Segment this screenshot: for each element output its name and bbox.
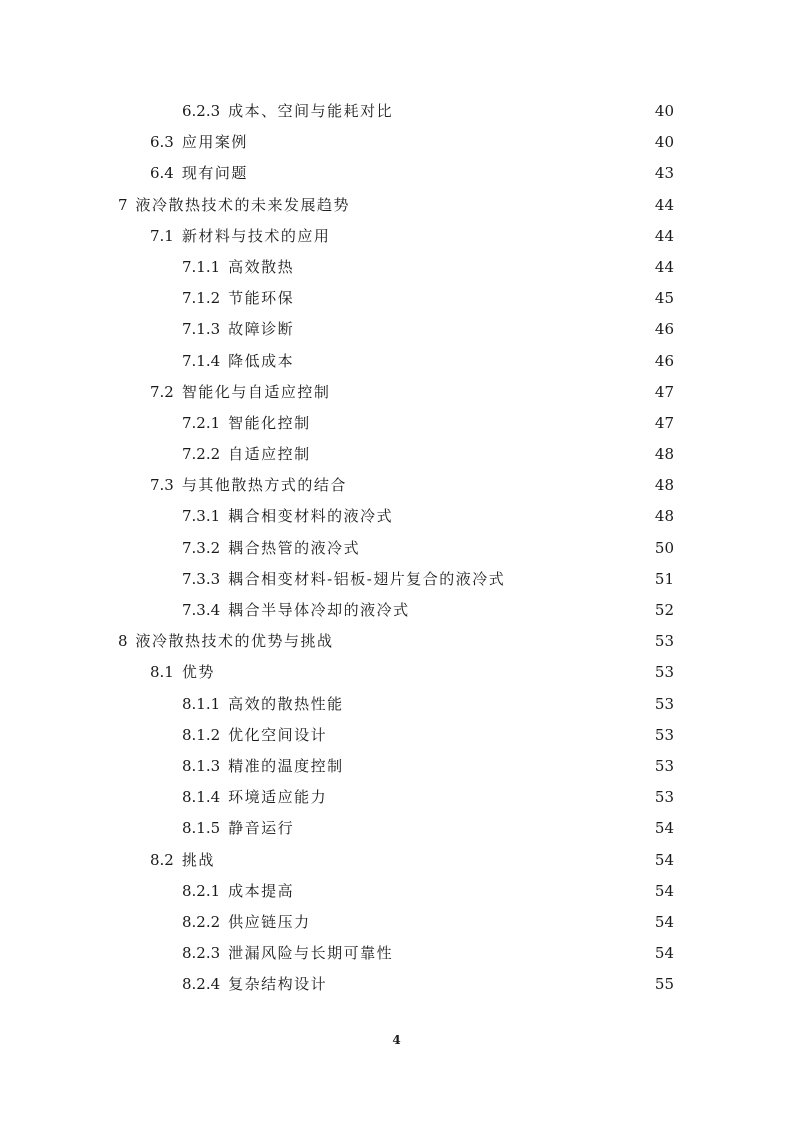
toc-section-title: 精准的温度控制 <box>228 756 344 775</box>
toc-section-title: 高效散热 <box>228 257 295 276</box>
toc-section-title: 复杂结构设计 <box>228 975 328 994</box>
toc-entry <box>118 190 350 221</box>
toc-entry <box>182 969 327 1000</box>
toc-page-number: 40 <box>654 102 674 120</box>
toc-entry <box>182 595 410 626</box>
toc-page-number: 54 <box>654 881 674 900</box>
table-of-contents <box>0 96 793 1000</box>
toc-entry <box>150 158 248 189</box>
toc-section-title: 优势 <box>181 663 215 682</box>
toc-row[interactable] <box>0 439 793 470</box>
toc-entry <box>182 782 327 813</box>
toc-section-number: 8 <box>118 632 128 651</box>
toc-row[interactable] <box>0 751 793 782</box>
toc-row[interactable] <box>0 689 793 720</box>
toc-section-title: 供应链压力 <box>228 912 311 931</box>
toc-row[interactable] <box>0 938 793 969</box>
toc-page-number: 44 <box>654 257 674 276</box>
toc-row[interactable] <box>0 314 793 345</box>
toc-row[interactable] <box>0 564 793 595</box>
toc-entry <box>150 470 347 501</box>
toc-section-number: 8.1.2 <box>182 725 221 744</box>
toc-section-number: 8.1.4 <box>182 788 221 807</box>
toc-section-number: 7.3.4 <box>182 601 221 619</box>
toc-row[interactable] <box>0 408 793 439</box>
toc-row[interactable] <box>0 907 793 938</box>
toc-section-number: 7.1 <box>150 226 174 245</box>
toc-section-number: 7.3.1 <box>182 507 221 526</box>
toc-entry <box>182 314 294 345</box>
toc-row[interactable] <box>0 533 793 564</box>
toc-page-number: 53 <box>654 663 674 682</box>
toc-section-number: 7.3.2 <box>182 538 221 557</box>
toc-entry <box>182 751 344 782</box>
toc-entry <box>182 283 294 314</box>
toc-section-title: 液冷散热技术的优势与挑战 <box>135 632 334 651</box>
toc-section-title: 故障诊断 <box>228 320 295 339</box>
toc-section-title: 优化空间设计 <box>228 725 328 744</box>
toc-section-number: 7.3.3 <box>182 569 221 588</box>
toc-entry <box>182 533 360 564</box>
toc-entry <box>182 564 505 595</box>
toc-row[interactable] <box>0 470 793 501</box>
toc-page-number: 44 <box>654 195 674 214</box>
toc-row[interactable] <box>0 158 793 189</box>
toc-section-title: 自适应控制 <box>228 445 311 464</box>
toc-section-title: 液冷散热技术的未来发展趋势 <box>135 195 351 214</box>
toc-entry <box>150 127 248 158</box>
toc-entry <box>150 377 330 408</box>
toc-section-title: 智能化与自适应控制 <box>181 382 331 401</box>
toc-page-number: 43 <box>654 164 674 183</box>
toc-section-number: 7.1.2 <box>182 289 221 308</box>
toc-section-title: 成本提高 <box>228 881 295 900</box>
toc-page-number: 52 <box>654 601 674 619</box>
toc-section-title: 应用案例 <box>181 133 248 152</box>
toc-entry <box>150 221 330 252</box>
toc-row[interactable] <box>0 96 793 127</box>
toc-section-title: 耦合热管的液冷式 <box>228 538 361 557</box>
toc-page-number: 54 <box>654 819 674 838</box>
toc-section-number: 8.2 <box>150 850 174 869</box>
toc-row[interactable] <box>0 720 793 751</box>
toc-row[interactable] <box>0 626 793 657</box>
toc-section-number: 6.2.3 <box>182 102 221 120</box>
toc-section-title: 现有问题 <box>181 164 248 183</box>
toc-page-number: 46 <box>654 351 674 370</box>
toc-row[interactable] <box>0 782 793 813</box>
toc-page-number: 45 <box>654 289 674 308</box>
toc-section-number: 6.4 <box>150 164 174 183</box>
toc-row[interactable] <box>0 346 793 377</box>
toc-page-number: 50 <box>654 538 674 557</box>
toc-entry <box>182 813 294 844</box>
toc-page-number: 47 <box>654 382 674 401</box>
toc-row[interactable] <box>0 377 793 408</box>
toc-page-number: 53 <box>654 694 674 713</box>
toc-row[interactable] <box>0 876 793 907</box>
toc-section-number: 8.1.5 <box>182 819 221 838</box>
toc-section-number: 7.2.1 <box>182 413 221 432</box>
toc-row[interactable] <box>0 657 793 688</box>
toc-section-number: 7.1.1 <box>182 257 221 276</box>
toc-entry <box>118 626 334 657</box>
toc-section-title: 与其他散热方式的结合 <box>181 476 347 495</box>
toc-entry <box>150 657 215 688</box>
toc-section-title: 智能化控制 <box>228 413 311 432</box>
toc-section-number: 8.1.1 <box>182 694 221 713</box>
toc-row[interactable] <box>0 127 793 158</box>
toc-entry <box>182 938 393 969</box>
toc-entry <box>182 439 311 470</box>
toc-page-number: 51 <box>654 569 674 588</box>
toc-page-number: 53 <box>654 788 674 807</box>
toc-entry <box>182 252 294 283</box>
toc-entry <box>182 689 344 720</box>
toc-section-number: 7.2.2 <box>182 445 221 464</box>
toc-section-number: 8.1.3 <box>182 756 221 775</box>
toc-row[interactable] <box>0 501 793 532</box>
toc-section-title: 静音运行 <box>228 819 295 838</box>
toc-page-number: 48 <box>654 476 674 495</box>
toc-section-number: 7.1.4 <box>182 351 221 370</box>
toc-section-number: 8.2.2 <box>182 912 221 931</box>
toc-page-number: 48 <box>654 507 674 526</box>
toc-section-number: 8.2.1 <box>182 881 221 900</box>
toc-section-title: 泄漏风险与长期可靠性 <box>228 944 394 963</box>
toc-section-title: 降低成本 <box>228 351 295 370</box>
toc-page-number: 44 <box>654 226 674 245</box>
toc-row[interactable] <box>0 252 793 283</box>
toc-page-number: 53 <box>654 725 674 744</box>
toc-section-title: 节能环保 <box>228 289 295 308</box>
toc-section-number: 8.2.3 <box>182 944 221 963</box>
toc-section-number: 6.3 <box>150 133 174 152</box>
toc-row[interactable] <box>0 283 793 314</box>
toc-row[interactable] <box>0 969 793 1000</box>
toc-section-number: 8.2.4 <box>182 975 221 994</box>
toc-entry <box>150 845 215 876</box>
toc-page-number: 53 <box>654 756 674 775</box>
toc-page-number: 40 <box>654 133 674 152</box>
toc-row[interactable] <box>0 595 793 626</box>
toc-entry <box>182 346 294 377</box>
toc-section-title: 挑战 <box>181 850 215 869</box>
toc-section-number: 7.1.3 <box>182 320 221 339</box>
toc-section-title: 耦合相变材料的液冷式 <box>228 507 394 526</box>
toc-section-number: 7.2 <box>150 382 174 401</box>
toc-entry <box>182 501 393 532</box>
page-number: 4 <box>392 1033 401 1047</box>
toc-page-number: 54 <box>654 850 674 869</box>
toc-page-number: 55 <box>654 975 674 994</box>
toc-section-title: 耦合相变材料-铝板-翅片复合的液冷式 <box>228 569 506 588</box>
toc-entry <box>182 96 393 127</box>
toc-page-number: 47 <box>654 413 674 432</box>
toc-section-number: 8.1 <box>150 663 174 682</box>
toc-page-number: 53 <box>654 632 674 651</box>
toc-entry <box>182 408 311 439</box>
toc-entry <box>182 876 294 907</box>
toc-section-number: 7 <box>118 195 128 214</box>
toc-row[interactable] <box>0 813 793 844</box>
toc-section-number: 7.3 <box>150 476 174 495</box>
toc-section-title: 成本、空间与能耗对比 <box>228 102 394 120</box>
toc-row[interactable] <box>0 845 793 876</box>
toc-section-title: 新材料与技术的应用 <box>181 226 331 245</box>
toc-page-number: 48 <box>654 445 674 464</box>
toc-row[interactable] <box>0 221 793 252</box>
toc-entry <box>182 907 311 938</box>
toc-page-number: 46 <box>654 320 674 339</box>
toc-page-number: 54 <box>654 912 674 931</box>
toc-section-title: 耦合半导体冷却的液冷式 <box>228 601 410 619</box>
toc-row[interactable] <box>0 190 793 221</box>
toc-entry <box>182 720 327 751</box>
toc-page-number: 54 <box>654 944 674 963</box>
toc-section-title: 环境适应能力 <box>228 788 328 807</box>
toc-section-title: 高效的散热性能 <box>228 694 344 713</box>
